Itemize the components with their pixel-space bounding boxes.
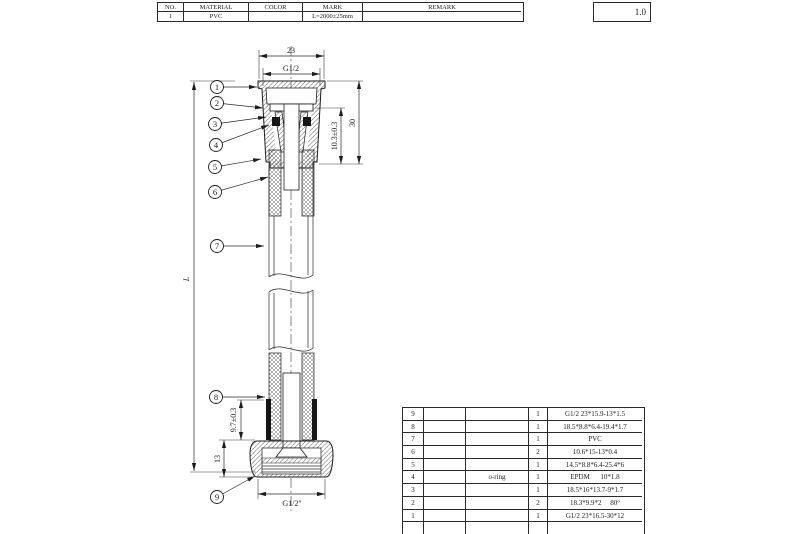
gasket-section	[262, 458, 321, 463]
part-no: 5	[403, 459, 424, 472]
balloon-9	[211, 476, 256, 504]
revision-box: 1.0	[593, 2, 651, 22]
o-ring-right	[303, 117, 311, 126]
balloon-7	[211, 240, 265, 253]
part-qty: 2	[529, 497, 548, 510]
balloon-7-label: 7	[214, 241, 220, 251]
part-spec: PVC	[548, 433, 642, 446]
part-col2	[424, 459, 466, 472]
cell-material: PVC	[184, 12, 249, 21]
balloon-9-label: 9	[214, 492, 220, 502]
table-row-empty	[529, 522, 548, 534]
ferrule-left	[266, 399, 271, 440]
part-col2	[424, 446, 466, 459]
dim-cap-width-label: 23	[287, 46, 295, 55]
part-no: 8	[403, 421, 424, 434]
part-col2	[424, 421, 466, 434]
part-no: 1	[403, 510, 424, 523]
ferrule-right	[312, 399, 317, 440]
part-qty: 1	[529, 459, 548, 472]
balloon-1-label: 1	[214, 82, 220, 92]
part-col2	[424, 497, 466, 510]
balloon-4-label: 4	[213, 140, 219, 150]
part-no: 4	[403, 471, 424, 484]
header-material: MATERIAL	[184, 3, 249, 12]
balloon-6-label: 6	[212, 187, 218, 197]
part-no: 9	[403, 408, 424, 421]
balloon-6	[209, 177, 269, 199]
part-no: 3	[403, 484, 424, 497]
part-name	[466, 421, 529, 434]
dimension-tail-depth	[219, 400, 264, 440]
part-no: 7	[403, 433, 424, 446]
cell-mark: L=2000±25mm	[303, 12, 363, 21]
part-qty: 1	[529, 484, 548, 497]
dim-hose-length-label: L	[182, 276, 191, 282]
part-spec: 18.5*16*13.7-9*1.7	[548, 484, 642, 497]
top-fitting-section	[258, 81, 325, 216]
part-spec: G1/2 23*15.9-13*1.5	[548, 408, 642, 421]
part-name	[466, 497, 529, 510]
part-col2	[424, 510, 466, 523]
part-qty: 1	[529, 471, 548, 484]
dim-cap-height-label: 30	[348, 119, 357, 127]
table-row-empty	[403, 522, 424, 534]
part-col2	[424, 471, 466, 484]
parts-list-table	[402, 407, 645, 534]
dimension-nut-thread	[258, 479, 325, 508]
dim-cap-thread-label: G1/2	[283, 64, 299, 73]
part-col2	[424, 484, 466, 497]
table-row-empty	[466, 522, 529, 534]
part-qty: 1	[529, 433, 548, 446]
part-no: 2	[403, 497, 424, 510]
part-name	[466, 459, 529, 472]
part-spec: EPDM 10*1.8	[548, 471, 642, 484]
header-color: COLOR	[249, 3, 303, 12]
part-name	[466, 484, 529, 497]
header-mark: MARK	[303, 3, 363, 12]
dim-insert-depth-label: 10.3±0.3	[330, 121, 339, 151]
part-spec: 10.6*15-13*0.4	[548, 446, 642, 459]
balloon-8-label: 8	[213, 392, 219, 402]
dim-nut-height-label: 13	[213, 455, 222, 463]
dim-tail-depth-label: 9.7±0.3	[229, 407, 238, 433]
part-spec: G1/2 23*16.5-30*12	[548, 510, 642, 523]
part-spec: 14.5*8.8*6.4-25.4*6	[548, 459, 642, 472]
part-name	[466, 446, 529, 459]
header-remark: REMARK	[363, 3, 521, 12]
balloon-8	[210, 391, 266, 404]
tail-nipple	[283, 373, 300, 448]
part-spec: 18.5*8.8*6.4-19.4*1.7	[548, 421, 642, 434]
balloon-2-label: 2	[214, 98, 220, 108]
part-name	[466, 510, 529, 523]
break-wave-1	[269, 274, 313, 278]
part-qty: 1	[529, 408, 548, 421]
header-no: NO.	[158, 3, 184, 12]
balloon-5-label: 5	[212, 162, 218, 172]
part-qty: 1	[529, 421, 548, 434]
part-name	[466, 408, 529, 421]
balloon-3	[209, 117, 267, 131]
part-col2	[424, 433, 466, 446]
o-ring-left	[272, 117, 280, 126]
table-row-empty	[548, 522, 642, 534]
part-no: 6	[403, 446, 424, 459]
balloon-1	[211, 81, 258, 94]
part-spec: 18.3*9.9*2 80°	[548, 497, 642, 510]
part-name	[466, 433, 529, 446]
bottom-nut-section	[250, 441, 333, 477]
table-row-empty	[424, 522, 466, 534]
dimension-nut-height	[213, 440, 252, 477]
part-qty: 1	[529, 510, 548, 523]
balloon-2	[211, 97, 264, 110]
balloon-3-label: 3	[212, 119, 218, 129]
part-name: o-ring	[466, 471, 529, 484]
dim-nut-thread-label: G1/2″	[282, 499, 302, 508]
nipple-bore	[284, 104, 299, 190]
part-col2	[424, 408, 466, 421]
part-qty: 2	[529, 446, 548, 459]
cell-no: 1	[158, 12, 184, 21]
balloon-5	[209, 159, 262, 174]
